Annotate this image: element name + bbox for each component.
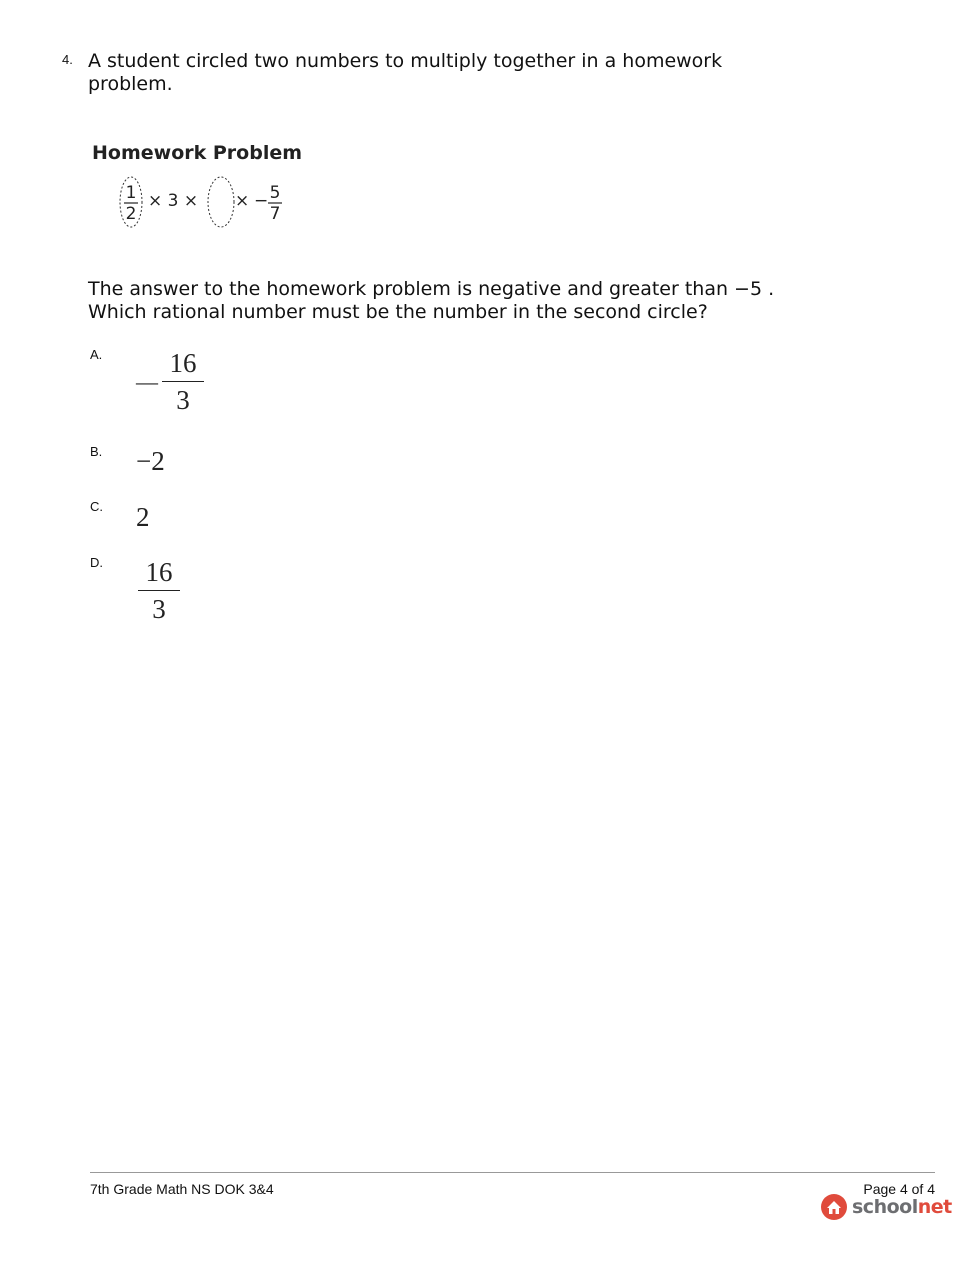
last-sign: − [254, 191, 269, 211]
prompt-line-2: Which rational number must be the number in the second circle? [88, 301, 708, 323]
option-a[interactable] [136, 348, 204, 415]
times-three-times: × 3 × [148, 191, 199, 211]
option-a-denominator: 3 [176, 385, 190, 415]
footer-page-number: Page 4 of 4 [863, 1181, 935, 1197]
first-numerator: 1 [125, 183, 137, 203]
question-stem: A student circled two numbers to multiply together in a homework problem. [88, 50, 723, 95]
option-a-numerator: 16 [169, 348, 197, 378]
schoolnet-logo [820, 1193, 952, 1221]
option-a-letter: A. [90, 347, 103, 362]
option-c[interactable]: 2 [136, 502, 150, 532]
prompt-line-1: The answer to the homework problem is negative and greater than −5 . [88, 278, 775, 300]
footer-divider [90, 1172, 935, 1173]
option-d-numerator: 16 [145, 557, 173, 587]
question-prompt [88, 278, 888, 324]
first-denominator: 2 [125, 204, 137, 224]
footer-course-title: 7th Grade Math NS DOK 3&4 [90, 1181, 274, 1197]
option-d[interactable] [138, 557, 180, 624]
option-d-letter: D. [90, 555, 103, 570]
option-b[interactable]: −2 [136, 446, 165, 476]
last-numerator: 5 [269, 183, 281, 203]
option-b-letter: B. [90, 444, 103, 459]
question-number: 4. [62, 52, 73, 67]
logo-text-net: net [917, 1196, 952, 1218]
house-icon [820, 1193, 848, 1221]
option-c-letter: C. [90, 499, 103, 514]
figure-title: Homework Problem [92, 142, 303, 164]
option-d-denominator: 3 [152, 594, 166, 624]
homework-expression [118, 172, 318, 232]
last-denominator: 7 [269, 204, 281, 224]
option-a-sign: — [136, 368, 158, 394]
times-sign: × [235, 191, 250, 211]
logo-text-school: school [852, 1196, 918, 1218]
second-circle [208, 177, 234, 227]
